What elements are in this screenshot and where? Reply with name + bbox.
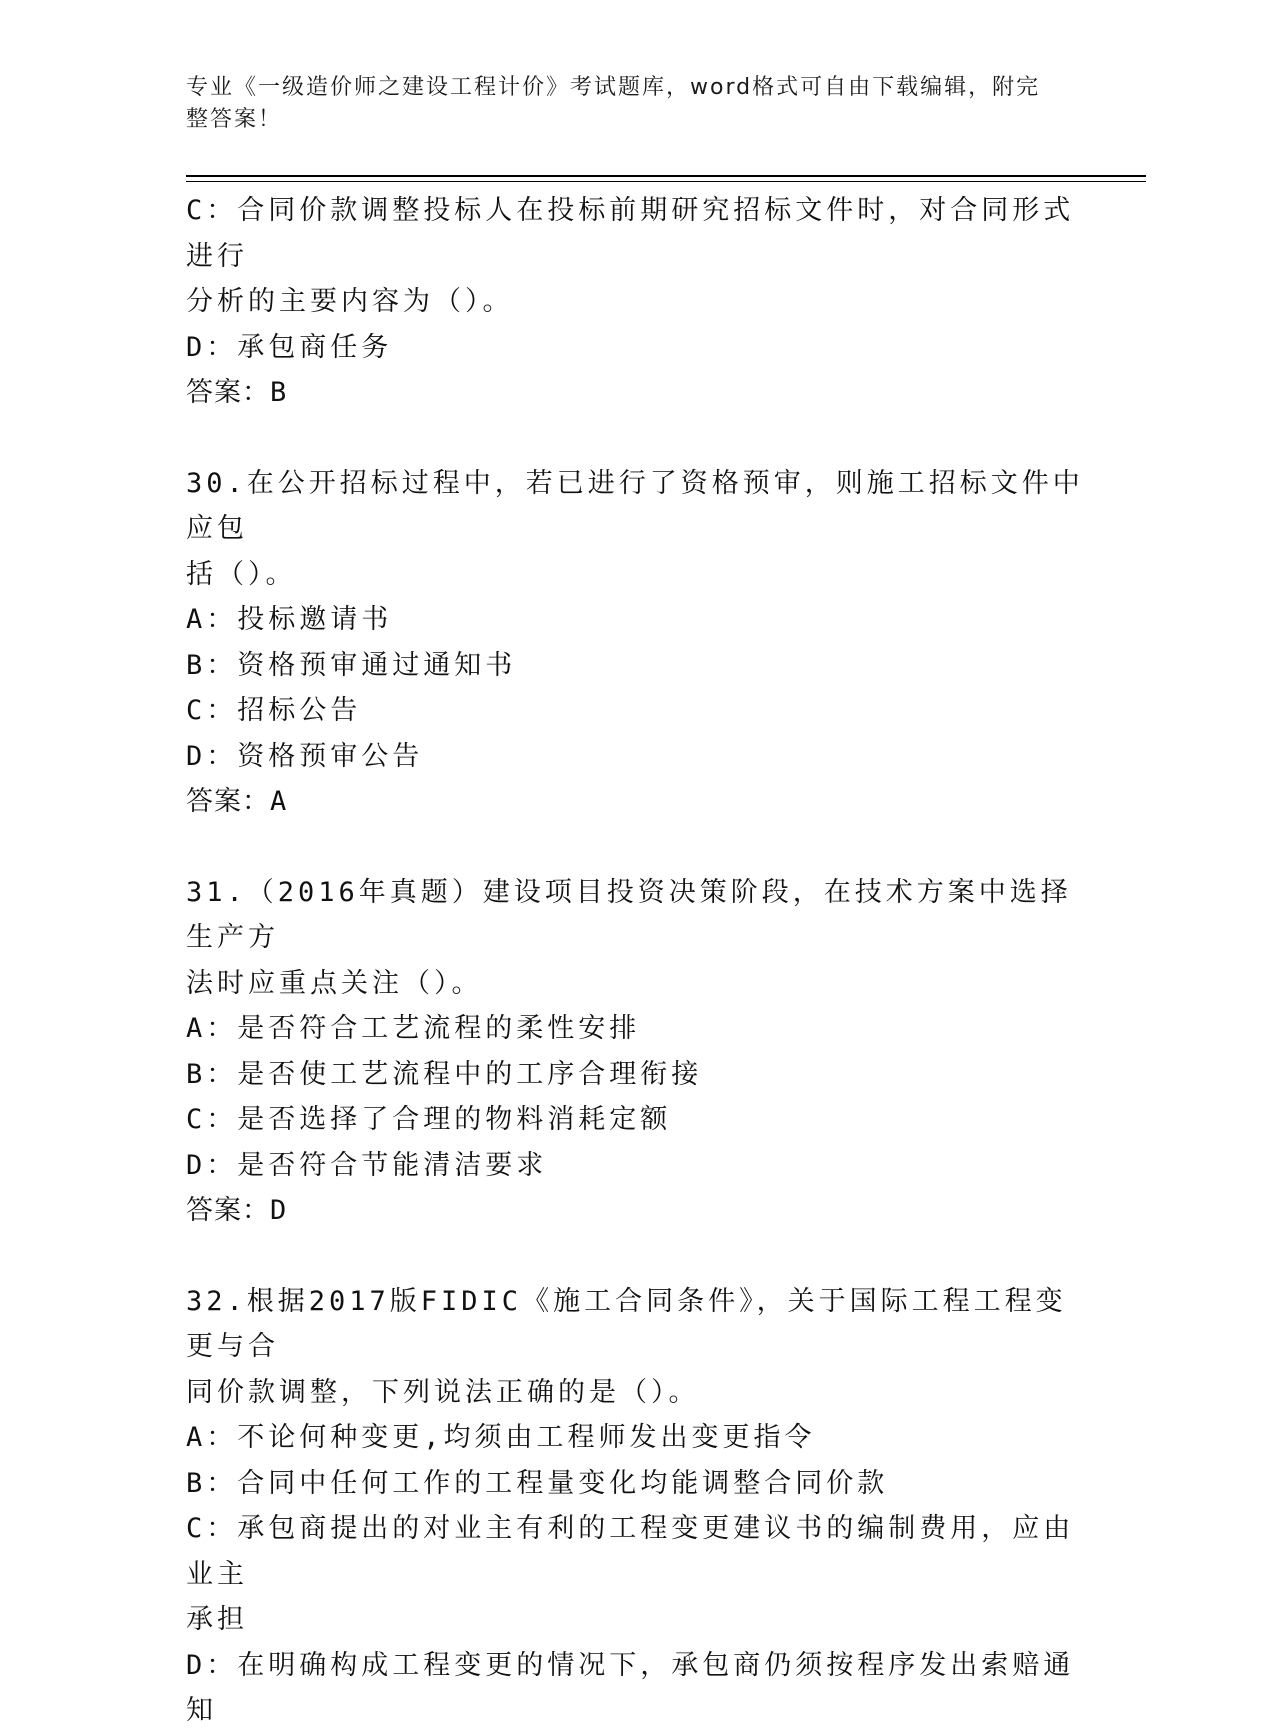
question-stem-line-1: 32.根据2017版FIDIC《施工合同条件》，关于国际工程工程变更与合: [186, 1285, 1067, 1362]
option-c-line-2: 承担: [186, 1604, 248, 1635]
option-c-line-1: C：合同价款调整投标人在投标前期研究招标文件时，对合同形式进行: [186, 195, 1075, 272]
option-c-line-2: 分析的主要内容为（）。: [186, 286, 514, 317]
question-list: [186, 188, 1086, 1734]
answer-label: 答案：: [186, 1195, 270, 1226]
answer-line: [186, 370, 1086, 416]
option-a: A：是否符合工艺流程的柔性安排: [186, 1013, 641, 1044]
question-stem-line-2: 法时应重点关注（）。: [186, 967, 483, 999]
question-stem-line-2: 括（）。: [186, 558, 297, 590]
question-block-31: [186, 870, 1086, 1234]
option-d: D：在明确构成工程变更的情况下，承包商仍须按程序发出索赔通知: [186, 1649, 1075, 1726]
answer-line: [186, 779, 1086, 825]
answer-label: 答案：: [186, 377, 270, 408]
option-a: A：不论何种变更,均须由工程师发出变更指令: [186, 1422, 816, 1453]
answer-value: B: [270, 377, 288, 408]
header-divider-thick: [186, 175, 1146, 177]
question-stem-line-1: 30.在公开招标过程中，若已进行了资格预审，则施工招标文件中应包: [186, 467, 1084, 544]
answer-value: A: [270, 786, 288, 817]
answer-value: D: [270, 1195, 288, 1226]
header-note-line-2: 整答案！: [186, 107, 283, 132]
option-b: B：资格预审通过通知书: [186, 649, 517, 681]
question-stem-line-2: 同价款调整，下列说法正确的是（）。: [186, 1376, 700, 1408]
option-a: A：投标邀请书: [186, 604, 393, 635]
question-block-32: [186, 1279, 1086, 1734]
document-header-note: [186, 72, 1066, 136]
header-divider-thin: [186, 181, 1146, 182]
option-c-line-1: C：承包商提出的对业主有利的工程变更建议书的编制费用，应由业主: [186, 1513, 1075, 1590]
option-d: D：承包商任务: [186, 331, 393, 363]
question-block-previous: [186, 188, 1086, 416]
answer-label: 答案：: [186, 786, 270, 817]
question-stem-line-1: 31.（2016年真题）建设项目投资决策阶段，在技术方案中选择生产方: [186, 876, 1072, 953]
answer-line: [186, 1188, 1086, 1234]
option-d: D：是否符合节能清洁要求: [186, 1149, 548, 1181]
option-d: D：资格预审公告: [186, 740, 424, 772]
option-c: C：招标公告: [186, 695, 362, 726]
option-c: C：是否选择了合理的物料消耗定额: [186, 1104, 672, 1135]
option-b: B：是否使工艺流程中的工序合理衔接: [186, 1058, 703, 1090]
option-b: B：合同中任何工作的工程量变化均能调整合同价款: [186, 1467, 889, 1499]
header-note-line-1: 专业《一级造价师之建设工程计价》考试题库，word格式可自由下载编辑，附完: [186, 75, 1041, 100]
question-block-30: [186, 461, 1086, 825]
